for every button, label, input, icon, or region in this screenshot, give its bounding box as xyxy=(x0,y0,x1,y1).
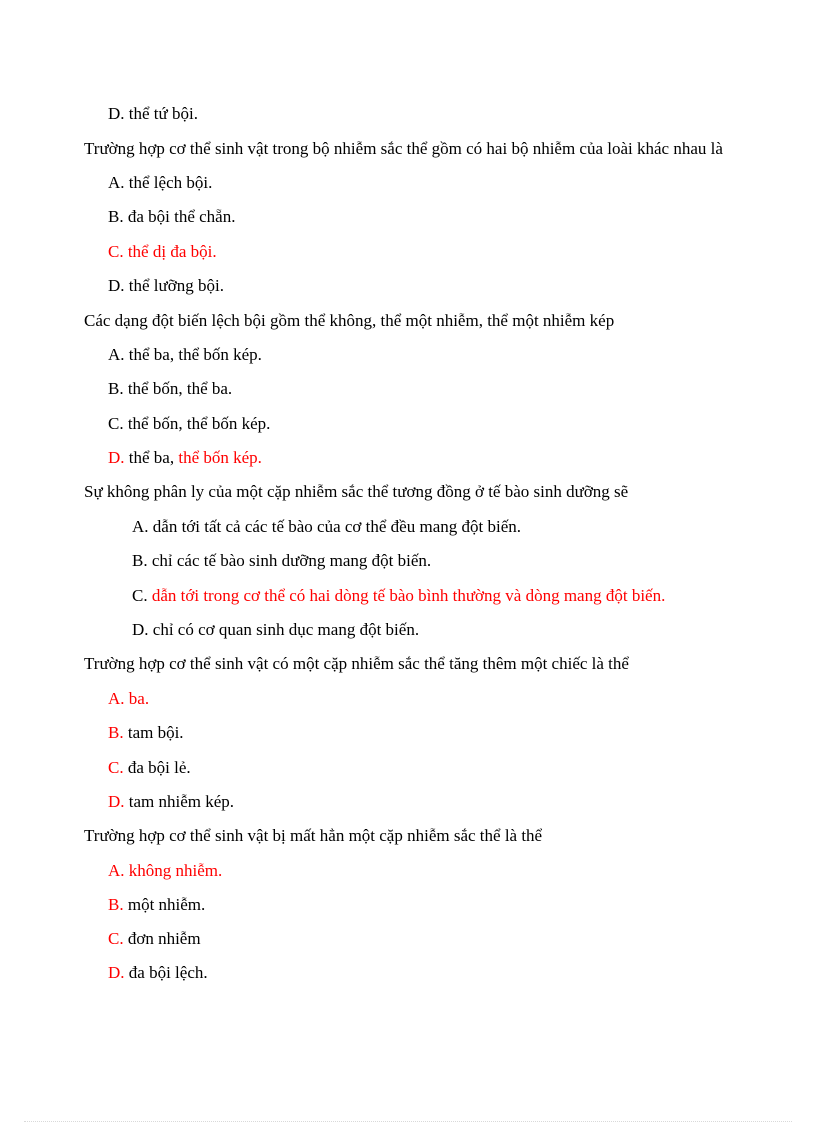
option-text: C. thể dị đa bội. xyxy=(108,242,217,261)
option-d xyxy=(108,104,198,124)
option-letter: C. xyxy=(108,929,124,948)
option-text: D. chỉ có cơ quan sinh dục mang đột biến. xyxy=(132,620,420,639)
question-5 xyxy=(84,654,629,674)
option-b xyxy=(108,379,232,399)
option-b xyxy=(108,723,184,743)
option-text: A. không nhiễm. xyxy=(108,861,223,880)
option-d xyxy=(132,620,419,640)
option-text: đa bội lệch. xyxy=(124,963,208,982)
question-3 xyxy=(84,311,614,331)
option-letter: C. xyxy=(108,758,124,777)
option-a xyxy=(108,345,262,365)
option-answer-text: dẫn tới trong cơ thể có hai dòng tế bào bình thường và dòng mang đột biến. xyxy=(147,586,666,605)
option-text: A. ba. xyxy=(108,689,150,708)
option-text: B. chỉ các tế bào sinh dưỡng mang đột biến. xyxy=(132,551,432,570)
question-text: Trường hợp cơ thể sinh vật trong bộ nhiễm sắc thể gồm có hai bộ nhiễm của loài khác nhau là xyxy=(84,139,723,158)
option-b xyxy=(132,551,431,571)
question-2 xyxy=(84,139,723,159)
question-text: Sự không phân ly của một cặp nhiễm sắc thể tương đồng ở tế bào sinh dưỡng sẽ xyxy=(84,482,629,501)
option-letter: B. xyxy=(108,895,124,914)
option-letter: B. xyxy=(108,723,124,742)
option-d xyxy=(108,276,224,296)
option-text: thể ba, xyxy=(124,448,179,467)
option-text: D. thể tứ bội. xyxy=(108,104,198,123)
question-text: Trường hợp cơ thể sinh vật bị mất hẳn một cặp nhiễm sắc thể là thể xyxy=(84,826,543,845)
option-a xyxy=(132,517,521,537)
option-text: B. đa bội thể chẵn. xyxy=(108,207,236,226)
question-text: Trường hợp cơ thể sinh vật có một cặp nhiễm sắc thể tăng thêm một chiếc là thể xyxy=(84,654,629,673)
option-text: đa bội lẻ. xyxy=(123,758,191,777)
question-4 xyxy=(84,482,628,502)
option-c xyxy=(108,414,270,434)
option-letter: D. xyxy=(108,448,125,467)
option-text: A. thể ba, thể bốn kép. xyxy=(108,345,262,364)
question-text: Các dạng đột biến lệch bội gồm thể không, thể một nhiễm, thể một nhiễm kép xyxy=(84,311,615,330)
option-c xyxy=(108,758,191,778)
option-letter: D. xyxy=(108,963,125,982)
option-d xyxy=(108,963,208,983)
option-letter: D. xyxy=(108,792,125,811)
question-6 xyxy=(84,826,542,846)
option-text: tam nhiễm kép. xyxy=(124,792,235,811)
option-a-correct xyxy=(108,689,149,709)
option-b xyxy=(108,895,205,915)
option-c xyxy=(108,929,201,949)
option-c-correct xyxy=(132,586,665,606)
option-c-correct xyxy=(108,242,217,262)
option-text: đơn nhiễm xyxy=(123,929,201,948)
option-text: C. thể bốn, thể bốn kép. xyxy=(108,414,271,433)
option-answer-text: thể bốn kép. xyxy=(178,448,262,467)
option-text: tam bội. xyxy=(123,723,184,742)
option-text: một nhiễm. xyxy=(123,895,206,914)
option-d-correct xyxy=(108,448,262,468)
option-text: D. thể lưỡng bội. xyxy=(108,276,224,295)
option-a-correct xyxy=(108,861,222,881)
option-text: A. thể lệch bội. xyxy=(108,173,213,192)
option-text: A. dẫn tới tất cả các tế bào của cơ thể đều mang đột biến. xyxy=(132,517,521,536)
option-b xyxy=(108,207,235,227)
page-bottom-border xyxy=(24,1121,792,1122)
option-letter: C. xyxy=(132,586,148,605)
option-text: B. thể bốn, thể ba. xyxy=(108,379,233,398)
option-a xyxy=(108,173,212,193)
option-d xyxy=(108,792,234,812)
